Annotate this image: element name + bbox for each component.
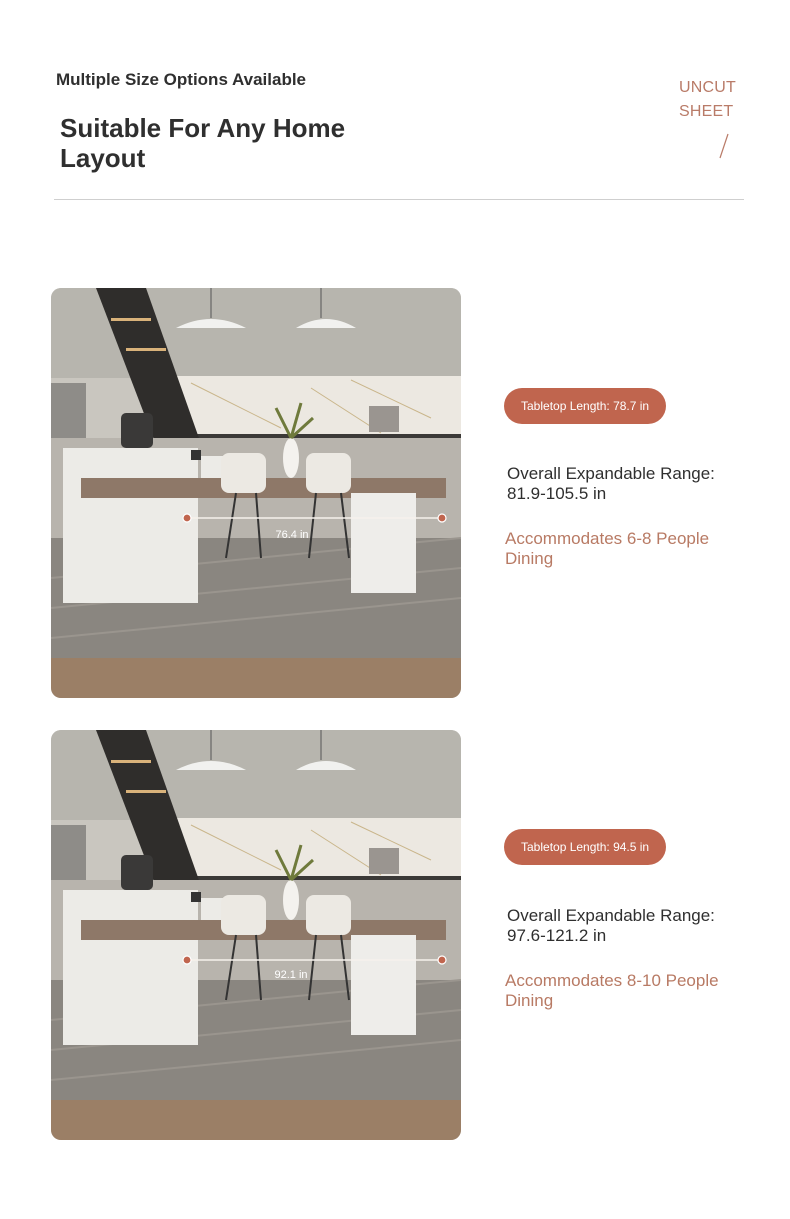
brand-line-2: SHEET bbox=[679, 103, 734, 120]
tabletop-length-badge: Tabletop Length: 94.5 in bbox=[504, 829, 666, 865]
subtitle: Multiple Size Options Available bbox=[56, 70, 307, 89]
divider bbox=[54, 199, 744, 200]
tabletop-length-badge: Tabletop Length: 78.7 in bbox=[504, 388, 666, 424]
size-option-2 bbox=[0, 730, 790, 1140]
product-image bbox=[51, 288, 461, 698]
seating-capacity: Accommodates 8-10 People Dining bbox=[505, 971, 719, 1010]
seating-capacity: Accommodates 6-8 People Dining bbox=[505, 529, 710, 568]
brand-logo bbox=[679, 76, 736, 124]
brand-line-1: UNCUT bbox=[679, 79, 736, 96]
measurement-label: 92.1 in bbox=[274, 969, 308, 981]
page-title: Suitable For Any Home Layout bbox=[60, 113, 346, 173]
measurement-label: 76.4 in bbox=[275, 529, 309, 541]
size-option-1 bbox=[0, 288, 790, 698]
slash-icon bbox=[716, 132, 732, 160]
product-image bbox=[51, 730, 461, 1140]
expandable-range: Overall Expandable Range: 97.6-121.2 in bbox=[507, 906, 715, 945]
expandable-range: Overall Expandable Range: 81.9-105.5 in bbox=[507, 464, 715, 503]
header bbox=[0, 0, 790, 200]
